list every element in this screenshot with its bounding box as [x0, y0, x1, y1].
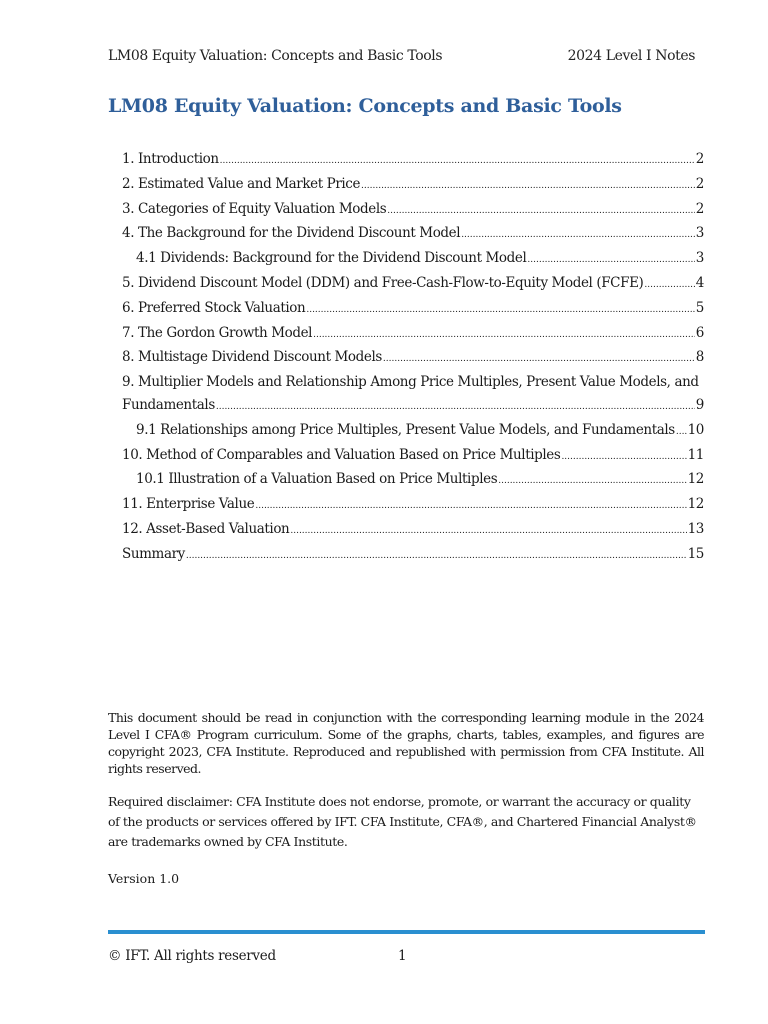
toc-leader-dots [361, 175, 695, 198]
toc-page-number: 13 [687, 520, 704, 537]
toc-entry[interactable] [122, 493, 704, 518]
toc-entry[interactable] [122, 322, 704, 347]
toc-entry-title: 3. Categories of Equity Valuation Models [122, 200, 387, 217]
toc-leader-dots [561, 446, 686, 469]
toc-entry[interactable] [122, 272, 704, 297]
toc-leader-dots [255, 495, 686, 518]
toc-entry-title: 5. Dividend Discount Model (DDM) and Free-Cash-Flow-to-Equity Model (FCFE) [122, 274, 644, 291]
toc-leader-dots [216, 396, 695, 419]
toc-page-number: 6 [695, 324, 704, 341]
toc-entry-title: 9.1 Relationships among Price Multiples, Present Value Models, and Fundamentals [136, 421, 675, 438]
toc-page-number: 10 [687, 421, 704, 438]
toc-entry-title: 9. Multiplier Models and Relationship Among Price Multiples, Present Value Models, and [122, 374, 699, 391]
toc-entry-title: 2. Estimated Value and Market Price [122, 175, 361, 192]
toc-leader-dots [498, 470, 686, 493]
toc-subentry[interactable] [122, 419, 704, 444]
toc-entry[interactable] [122, 346, 704, 371]
toc-leader-dots [676, 421, 687, 444]
toc-entry-title: 8. Multistage Dividend Discount Models [122, 349, 382, 366]
toc-entry[interactable] [122, 444, 704, 469]
toc-leader-dots [644, 274, 694, 297]
curriculum-notice: This document should be read in conjunction with the corresponding learning module in the 2024 Level I CFA® Program curriculum. Some of the graphs, charts, tables, examples, and figures are copyright 2023, CFA Institute. Reproduced and republished with permission from CFA Institute. All rights reserved. [108, 710, 704, 776]
toc-entry-title: Summary [122, 545, 185, 562]
footer-page-number: 1 [398, 948, 407, 964]
toc-page-number: 3 [695, 250, 704, 267]
toc-entry[interactable] [122, 222, 704, 247]
toc-entry-title: 10. Method of Comparables and Valuation Based on Price Multiples [122, 446, 561, 463]
toc-page-number: 8 [695, 349, 704, 366]
header-edition: 2024 Level I Notes [567, 48, 695, 64]
table-of-contents [122, 148, 704, 568]
toc-entry-title: 6. Preferred Stock Valuation [122, 299, 306, 316]
toc-entry[interactable] [122, 371, 704, 394]
toc-page-number: 12 [687, 496, 704, 513]
toc-entry-continuation[interactable] [122, 394, 704, 419]
toc-entry-title: 11. Enterprise Value [122, 496, 255, 513]
toc-leader-dots [290, 520, 686, 543]
toc-leader-dots [527, 249, 694, 272]
toc-leader-dots [387, 200, 695, 223]
toc-page-number: 3 [695, 225, 704, 242]
toc-entry-title: 12. Asset-Based Valuation [122, 520, 290, 537]
toc-page-number: 5 [695, 299, 704, 316]
toc-leader-dots [461, 224, 695, 247]
footer-rule [108, 930, 705, 934]
required-disclaimer: Required disclaimer: CFA Institute does not endorse, promote, or warrant the accuracy or quality of the products or services offered by IFT. CFA Institute, CFA®, and Chartered Financial Analyst® are trademarks owned by CFA Institute. [108, 794, 697, 849]
toc-page-number: 11 [687, 446, 704, 463]
toc-entry[interactable] [122, 148, 704, 173]
running-header [108, 47, 695, 65]
toc-entry-title: 4.1 Dividends: Background for the Dividend Discount Model [136, 250, 527, 267]
toc-page-number: 2 [695, 151, 704, 167]
toc-entry-title: 10.1 Illustration of a Valuation Based on Price Multiples [136, 471, 498, 488]
toc-entry-title: 1. Introduction [122, 151, 219, 167]
toc-page-number: 12 [687, 471, 704, 488]
toc-page-number: 9 [695, 396, 704, 413]
toc-subentry[interactable] [122, 247, 704, 272]
toc-leader-dots [313, 324, 695, 347]
header-title: LM08 Equity Valuation: Concepts and Basic Tools [108, 48, 443, 64]
toc-entry[interactable] [122, 198, 704, 223]
toc-page-number: 4 [695, 274, 704, 291]
toc-entry-title: 7. The Gordon Growth Model [122, 324, 313, 341]
toc-leader-dots [220, 150, 695, 173]
toc-page-number: 2 [695, 175, 704, 192]
toc-entry[interactable] [122, 173, 704, 198]
toc-entry-title-continued: Fundamentals [122, 396, 215, 413]
toc-entry[interactable] [122, 543, 704, 568]
toc-leader-dots [383, 348, 695, 371]
toc-leader-dots [306, 299, 694, 322]
document-title: LM08 Equity Valuation: Concepts and Basic Tools [108, 95, 622, 117]
toc-subentry[interactable] [122, 468, 704, 493]
toc-leader-dots [186, 545, 687, 568]
version-label: Version 1.0 [108, 871, 180, 886]
footer-copyright: © IFT. All rights reserved [108, 948, 276, 964]
toc-entry-title: 4. The Background for the Dividend Discount Model [122, 225, 461, 242]
toc-entry[interactable] [122, 297, 704, 322]
toc-page-number: 2 [695, 200, 704, 217]
toc-entry[interactable] [122, 518, 704, 543]
toc-page-number: 15 [687, 545, 704, 562]
